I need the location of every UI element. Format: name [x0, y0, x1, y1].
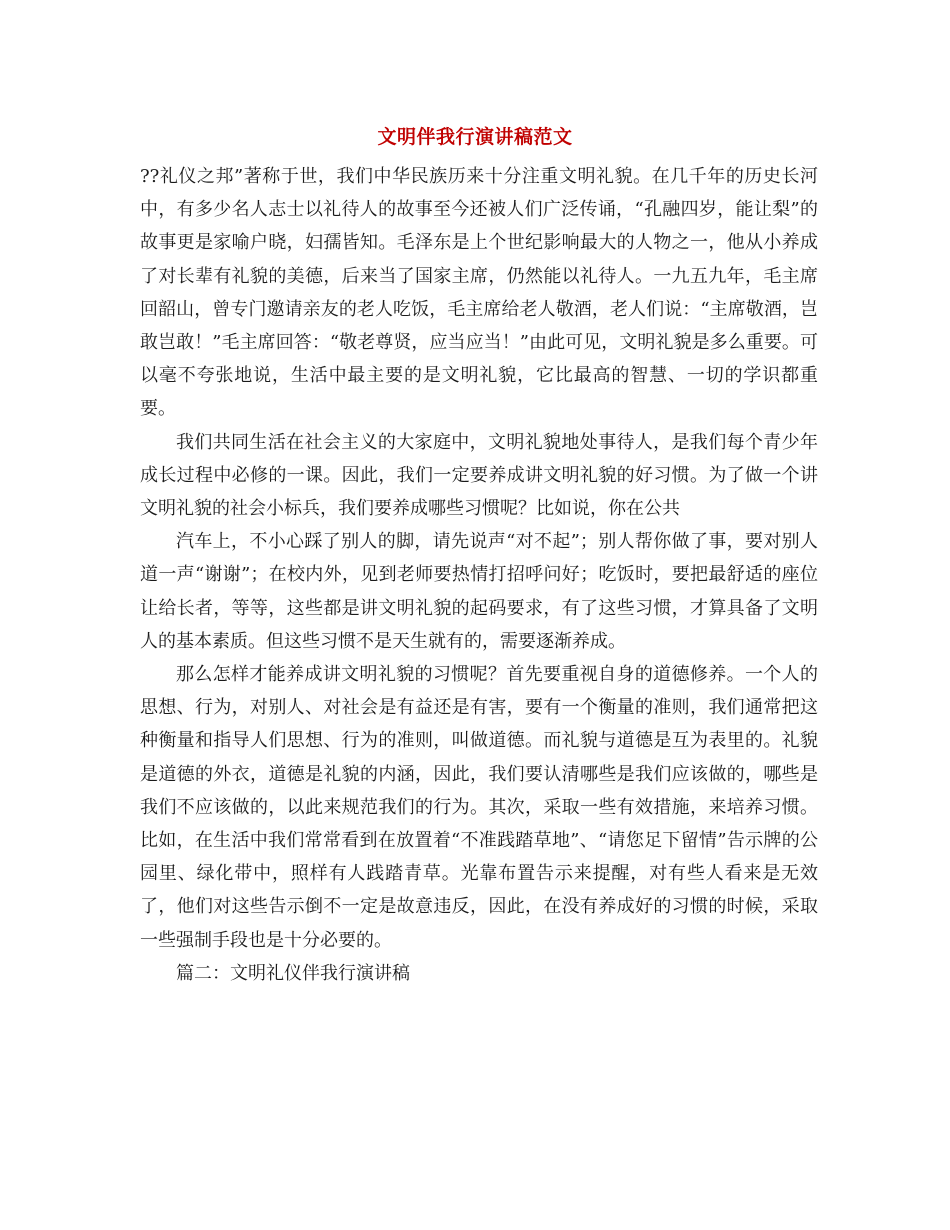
section-heading-part-two: 篇二：文明礼仪伴我行演讲稿 — [176, 962, 410, 984]
document-title: 文明伴我行演讲稿范文 — [377, 126, 573, 148]
paragraph-1: ??礼仪之邦”著称于世，我们中华民族历来十分注重文明礼貌。在几千年的历史长河中，有多少名人志士以礼待人的故事至今还被人们广泛传诵，“孔融四岁，能让梨”的故事更是家喻户晓，妇孺皆知。毛泽东是上个世纪影响最大的人物之一，他从小养成了对长辈有礼貌的美德，后来当了国家主席，仍然能以礼待人。一九五九年，毛主席回韶山，曾专门邀请亲友的老人吃饭，毛主席给老人敬酒，老人们说：“主席敬酒，岂敢岂敢！”毛主席回答：“敬老尊贤，应当应当！”由此可见，文明礼貌是多么重要。可以毫不夸张地说，生活中最主要的是文明礼貌，它比最高的智慧、一切的学识都重要。 — [140, 166, 818, 420]
document-body — [140, 160, 818, 990]
paragraph-4: 那么怎样才能养成讲文明礼貌的习惯呢？首先要重视自身的道德修养。一个人的思想、行为，对别人、对社会是有益还是有害，要有一个衡量的准则，我们通常把这种衡量和指导人们思想、行为的准则，叫做道德。而礼貌与道德是互为表里的。礼貌是道德的外衣，道德是礼貌的内涵，因此，我们要认清哪些是我们应该做的，哪些是我们不应该做的，以此来规范我们的行为。其次，采取一些有效措施，来培养习惯。比如，在生活中我们常常看到在放置着“不准践踏草地”、“请您足下留情”告示牌的公园里、绿化带中，照样有人践踏青草。光靠布置告示来提醒，对有些人看来是无效了，他们对这些告示倒不一定是故意违反，因此，在没有养成好的习惯的时候，采取一些强制手段也是十分必要的。 — [140, 664, 818, 951]
paragraph-2: 我们共同生活在社会主义的大家庭中，文明礼貌地处事待人，是我们每个青少年成长过程中必修的一课。因此，我们一定要养成讲文明礼貌的好习惯。为了做一个讲文明礼貌的社会小标兵，我们要养成哪些习惯呢？比如说，你在公共 — [140, 431, 818, 520]
paragraph-3: 汽车上，不小心踩了别人的脚，请先说声“对不起”；别人帮你做了事，要对别人道一声“谢谢”；在校内外，见到老师要热情打招呼问好；吃饭时，要把最舒适的座位让给长者，等等，这些都是讲文明礼貌的起码要求，有了这些习惯，才算具备了文明人的基本素质。但这些习惯不是天生就有的，需要逐渐养成。 — [140, 531, 818, 652]
